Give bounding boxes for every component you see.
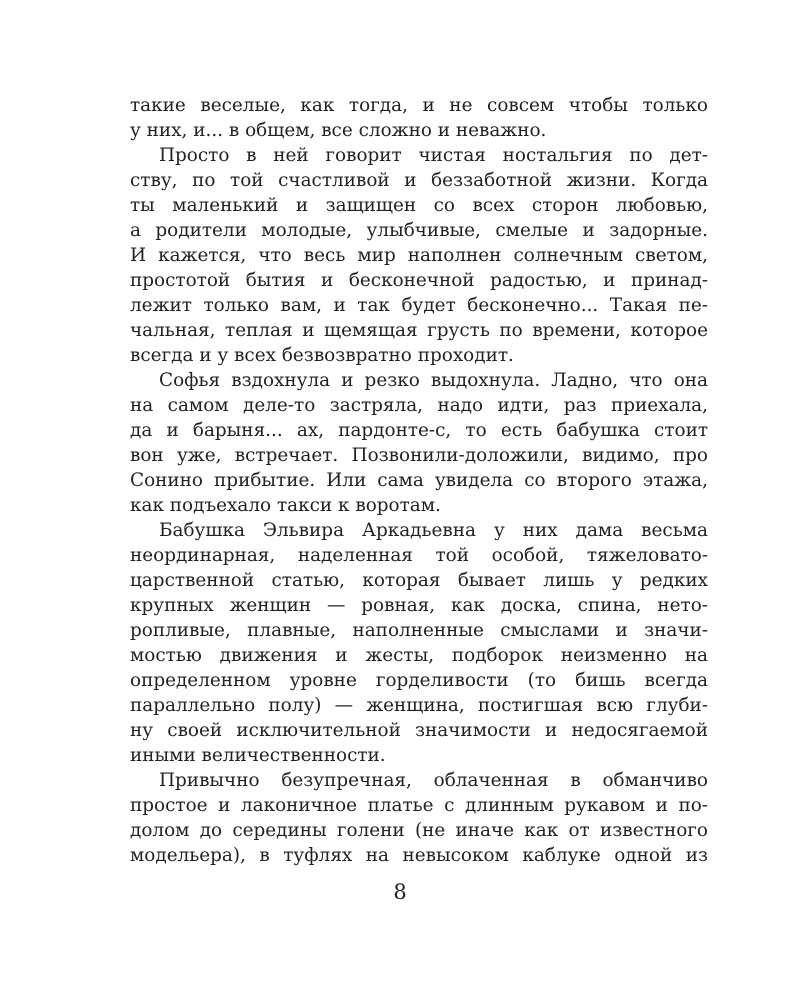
text-line: царственной статью, которая бывает лишь у редких (130, 570, 708, 591)
text-line: мостью движения и жесты, подборок неизменно на (130, 645, 708, 666)
text-line: неординарная, наделенная той особой, тяжеловато- (130, 545, 708, 566)
body-text (130, 93, 708, 868)
text-line: а родители молодые, улыбчивые, смелые и задорные. (130, 220, 708, 241)
text-line: Привычно безупречная, облаченная в обманчиво (159, 770, 708, 791)
text-line: как подъехало такси к воротам. (130, 495, 441, 516)
text-line: чальная, теплая и щемящая грусть по времени, которое (130, 320, 708, 341)
text-line: всегда и у всех безвозвратно проходит. (130, 345, 514, 366)
text-line: простотой бытия и бесконечной радостью, и принад- (130, 270, 708, 291)
text-line: долом до середины голени (не иначе как от известного (130, 820, 708, 841)
text-line: простое и лаконичное платье с длинным рукавом и по- (130, 795, 708, 816)
text-line: лежит только вам, и так будет бесконечно... Такая пе- (130, 295, 708, 316)
text-line: ропливые, плавные, наполненные смыслами и значи- (130, 620, 708, 641)
text-line: такие веселые, как тогда, и не совсем чтобы только (130, 95, 708, 116)
text-line: у них, и... в общем, все сложно и неважно. (130, 120, 547, 141)
text-line: Бабушка Эльвира Аркадьевна у них дама весьма (159, 520, 708, 541)
text-line: Сонино прибытие. Или сама увидела со второго этажа, (130, 470, 708, 491)
text-line: иными величественности. (130, 745, 386, 766)
text-line: вон уже, встречает. Позвонили-доложили, видимо, про (130, 445, 708, 466)
text-line: определенном уровне горделивости (то бишь всегда (130, 670, 708, 691)
text-line: крупных женщин — ровная, как доска, спина, нето- (130, 595, 708, 616)
page-number: 8 (393, 880, 407, 904)
text-line: параллельно полу) — женщина, постигшая всю глуби- (130, 695, 708, 716)
text-line: Просто в ней говорит чистая ностальгия по дет- (159, 145, 708, 166)
text-line: на самом деле-то застряла, надо идти, раз приехала, (130, 395, 708, 416)
text-line: ству, по той счастливой и беззаботной жизни. Когда (130, 170, 708, 191)
text-line: И кажется, что весь мир наполнен солнечным светом, (130, 245, 708, 266)
text-line: да и барыня... ах, пардонте-с, то есть бабушка стоит (130, 420, 708, 441)
text-line: ну своей исключительной значимости и недосягаемой (130, 720, 708, 741)
text-line: ты маленький и защищен со всех сторон любовью, (130, 195, 708, 216)
text-line: Софья вздохнула и резко выдохнула. Ладно, что она (159, 370, 708, 391)
text-line: модельера), в туфлях на невысоком каблуке одной из (130, 845, 708, 866)
